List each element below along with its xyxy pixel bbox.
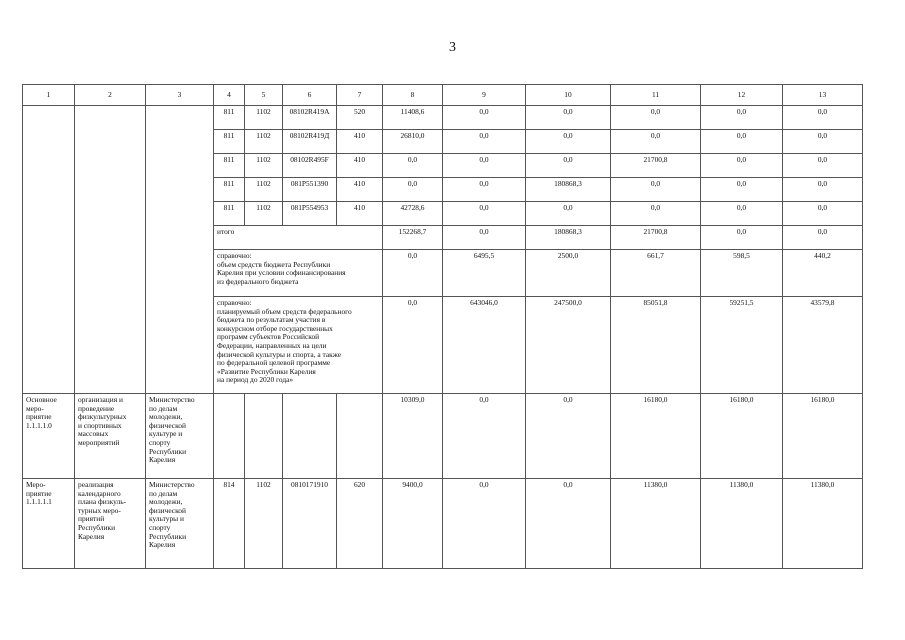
col-header: 6 [283, 85, 337, 106]
col-header: 9 [443, 85, 526, 106]
cell: 0,0 [443, 394, 526, 479]
cell: 11380,0 [783, 479, 863, 569]
col-header: 3 [146, 85, 214, 106]
cell: 0,0 [611, 202, 701, 226]
cell: 440,2 [783, 250, 863, 297]
cell-empty [146, 106, 214, 394]
cell: 0,0 [611, 130, 701, 154]
cell: 16180,0 [611, 394, 701, 479]
cell: 0,0 [783, 202, 863, 226]
cell: 0,0 [526, 202, 611, 226]
event-row [23, 479, 863, 569]
cell: 661,7 [611, 250, 701, 297]
cell: 0,0 [383, 250, 443, 297]
budget-table [22, 84, 863, 569]
cell: 11380,0 [611, 479, 701, 569]
cell: 0,0 [443, 226, 526, 250]
cell: 43579,8 [783, 297, 863, 394]
cell: 11408,6 [383, 106, 443, 130]
cell: 152268,7 [383, 226, 443, 250]
cell: 26810,0 [383, 130, 443, 154]
col-header: 10 [526, 85, 611, 106]
cell-empty [23, 106, 75, 394]
cell: 410 [337, 202, 383, 226]
cell: 1102 [245, 479, 283, 569]
cell: 811 [214, 130, 245, 154]
cell-empty [245, 394, 283, 479]
cell: 21700,8 [611, 154, 701, 178]
col-header: 12 [701, 85, 783, 106]
cell: 0,0 [783, 226, 863, 250]
cell: 0,0 [701, 178, 783, 202]
cell: 1102 [245, 106, 283, 130]
cell: 410 [337, 130, 383, 154]
cell: 0,0 [783, 130, 863, 154]
cell: 0,0 [701, 130, 783, 154]
cell: 0,0 [783, 106, 863, 130]
cell: 0,0 [526, 154, 611, 178]
cell: 247500,0 [526, 297, 611, 394]
cell: 59251,5 [701, 297, 783, 394]
event-code: Основное меро- приятие 1.1.1.1.0 [23, 394, 75, 479]
cell: 0,0 [383, 154, 443, 178]
cell: 16180,0 [783, 394, 863, 479]
cell: 21700,8 [611, 226, 701, 250]
cell: 620 [337, 479, 383, 569]
cell: 814 [214, 479, 245, 569]
cell: 0,0 [701, 226, 783, 250]
event-title: организация и проведение физкультурных и спортивных массовых мероприятий [75, 394, 146, 479]
cell: 1102 [245, 154, 283, 178]
cell: 081P551390 [283, 178, 337, 202]
cell: 0,0 [443, 130, 526, 154]
cell: 0,0 [383, 178, 443, 202]
cell: 6495,5 [443, 250, 526, 297]
col-header: 5 [245, 85, 283, 106]
event-title: реализация календарного плана физкуль- турных меро- приятий Республики Карелия [75, 479, 146, 569]
cell-empty [283, 394, 337, 479]
col-header: 11 [611, 85, 701, 106]
cell: 598,5 [701, 250, 783, 297]
cell: 0,0 [526, 394, 611, 479]
col-header: 4 [214, 85, 245, 106]
cell: 811 [214, 202, 245, 226]
col-header: 1 [23, 85, 75, 106]
cell: 0,0 [526, 130, 611, 154]
cell: 11380,0 [701, 479, 783, 569]
cell: 0,0 [526, 106, 611, 130]
cell: 410 [337, 178, 383, 202]
cell: 0810171910 [283, 479, 337, 569]
cell: 0,0 [783, 178, 863, 202]
reference-label: справочно: объем средств бюджета Республики Карелия при условии софинансирования из федерального бюджета [214, 250, 383, 297]
table-row [23, 106, 863, 130]
cell: 0,0 [611, 178, 701, 202]
cell: 811 [214, 154, 245, 178]
col-header: 7 [337, 85, 383, 106]
event-code: Меро- приятие 1.1.1.1.1 [23, 479, 75, 569]
cell: 0,0 [443, 154, 526, 178]
cell-empty [337, 394, 383, 479]
cell: 643046,0 [443, 297, 526, 394]
cell: 2500,0 [526, 250, 611, 297]
cell: 0,0 [783, 154, 863, 178]
cell: 811 [214, 178, 245, 202]
cell: 410 [337, 154, 383, 178]
cell: 081P554953 [283, 202, 337, 226]
cell: 1102 [245, 178, 283, 202]
cell: 180868,3 [526, 178, 611, 202]
cell: 1102 [245, 130, 283, 154]
cell: 08102R419Д [283, 130, 337, 154]
cell-empty [214, 394, 245, 479]
page-number: 3 [449, 40, 456, 55]
cell: 0,0 [443, 106, 526, 130]
col-header: 13 [783, 85, 863, 106]
cell: 1102 [245, 202, 283, 226]
col-header: 8 [383, 85, 443, 106]
event-executor: Министерство по делам молодежи, физической культуры и спорту Республики Карелия [146, 479, 214, 569]
cell: 0,0 [701, 202, 783, 226]
col-header: 2 [75, 85, 146, 106]
cell: 08102R495F [283, 154, 337, 178]
cell: 0,0 [526, 479, 611, 569]
cell: 08102R419A [283, 106, 337, 130]
cell-empty [75, 106, 146, 394]
cell: 0,0 [701, 106, 783, 130]
cell: 180868,3 [526, 226, 611, 250]
cell: 42728,6 [383, 202, 443, 226]
cell: 0,0 [443, 479, 526, 569]
cell: 85051,8 [611, 297, 701, 394]
total-label: итого [214, 226, 383, 250]
cell: 0,0 [701, 154, 783, 178]
cell: 0,0 [443, 178, 526, 202]
cell: 0,0 [611, 106, 701, 130]
header-row [23, 85, 863, 106]
cell: 0,0 [443, 202, 526, 226]
event-executor: Министерство по делам молодежи, физической культуре и спорту Республики Карелия [146, 394, 214, 479]
cell: 10309,0 [383, 394, 443, 479]
reference-label: справочно: планируемый объем средств федерального бюджета по результатам участия в конкурсном отборе государственных программ субъектов Российской Федерации, направленных на цели физической культуры и спорта, а также по федеральной целевой программе «Развитие Республики Карелия на период до 2020 года» [214, 297, 383, 394]
cell: 0,0 [383, 297, 443, 394]
cell: 811 [214, 106, 245, 130]
cell: 520 [337, 106, 383, 130]
main-event-row [23, 394, 863, 479]
cell: 16180,0 [701, 394, 783, 479]
cell: 9400,0 [383, 479, 443, 569]
